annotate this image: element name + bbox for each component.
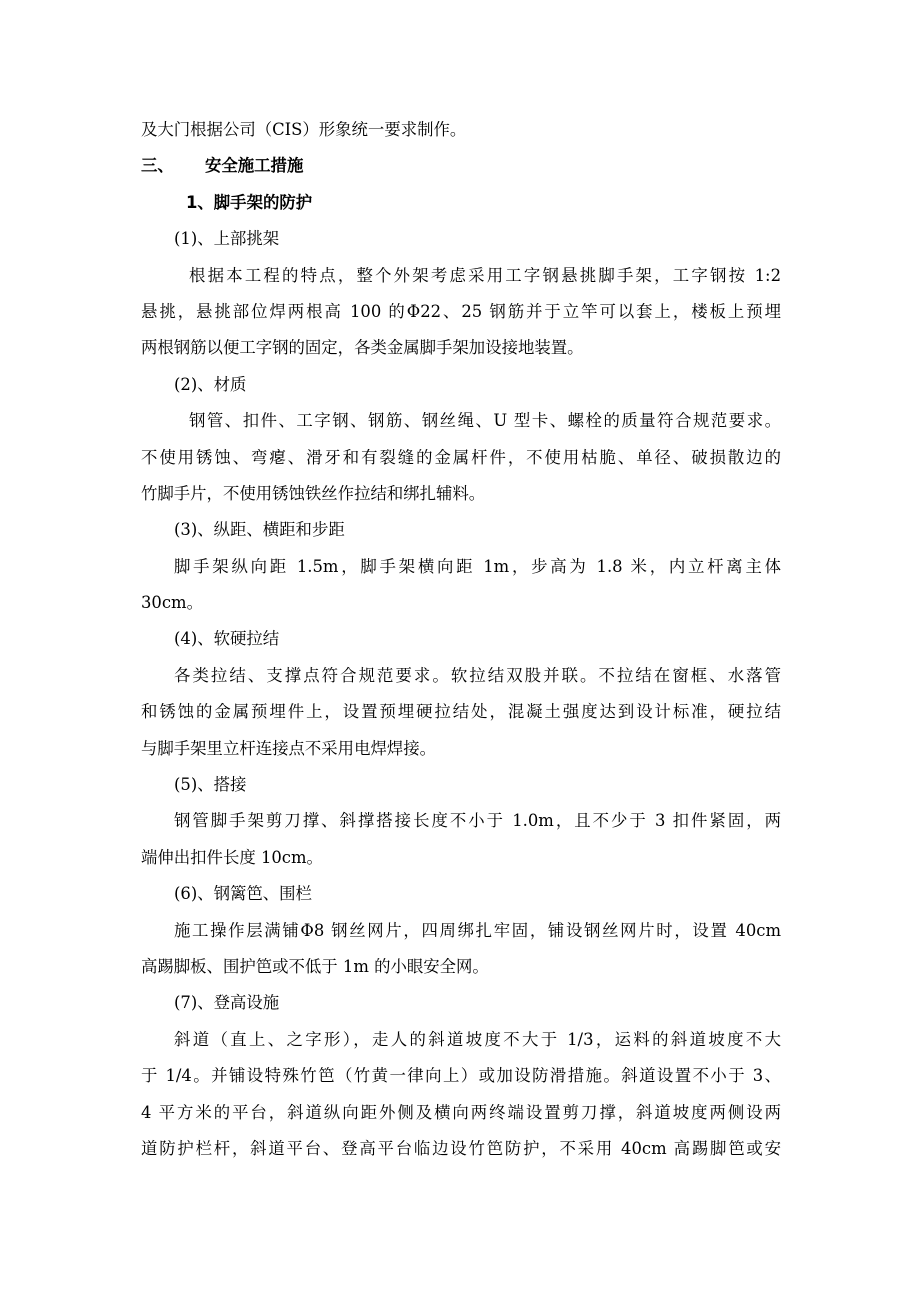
- item-ties: [141, 621, 781, 767]
- paragraph-line: 不使用锈蚀、弯瘪、滑牙和有裂缝的金属杆件，不使用枯脆、单径、破损散边的: [141, 447, 781, 467]
- section-number: 三、: [141, 156, 174, 176]
- paragraph-line: 根据本工程的特点，整个外架考虑采用工字钢悬挑脚手架，工字钢按 1:2: [189, 265, 781, 285]
- intro-line: 及大门根据公司（CIS）形象统一要求制作。: [141, 120, 467, 139]
- item-heading: (1)、上部挑架: [174, 229, 280, 249]
- paragraph-line: 两根钢筋以便工字钢的固定，各类金属脚手架加设接地装置。: [141, 338, 584, 358]
- paragraph-line: 斜道（直上、之字形），走人的斜道坡度不大于 1/3，运料的斜道坡度不大: [174, 1029, 781, 1049]
- paragraph-line: 端伸出扣件长度 10cm。: [141, 847, 323, 867]
- item-upper-cantilever: [141, 221, 781, 367]
- item-heading: (7)、登高设施: [174, 993, 280, 1013]
- item-mesh-fence: [141, 876, 781, 985]
- paragraph-line: 钢管、扣件、工字钢、钢筋、钢丝绳、U 型卡、螺栓的质量符合规范要求。: [189, 411, 781, 431]
- paragraph-line: 4 平方米的平台，斜道纵向距外侧及横向两终端设置剪刀撑，斜道坡度两侧设两: [141, 1102, 781, 1122]
- paragraph-line: 钢管脚手架剪刀撑、斜撑搭接长度不小于 1.0m，且不少于 3 扣件紧固，两: [174, 811, 781, 831]
- item-heading: (6)、钢篱笆、围栏: [174, 884, 312, 904]
- paragraph-line: 与脚手架里立杆连接点不采用电焊焊接。: [141, 738, 437, 758]
- item-material: [141, 367, 781, 513]
- section-heading: [141, 148, 781, 184]
- item-heading: (4)、软硬拉结: [174, 629, 280, 649]
- item-heading: (2)、材质: [174, 374, 247, 394]
- document-page: [141, 112, 781, 1167]
- section-title: 安全施工措施: [205, 156, 304, 176]
- paragraph-line: 道防护栏杆，斜道平台、登高平台临边设竹笆防护，不采用 40cm 高踢脚笆或安: [141, 1138, 781, 1158]
- paragraph-line: 施工操作层满铺Φ8 钢丝网片，四周绑扎牢固，铺设钢丝网片时，设置 40cm: [174, 920, 781, 940]
- item-heading: (5)、搭接: [174, 775, 247, 795]
- paragraph-line: 竹脚手片，不使用锈蚀铁丝作拉结和绑扎辅料。: [141, 483, 486, 503]
- paragraph-line: 于 1/4。并铺设特殊竹笆（竹黄一律向上）或加设防滑措施。斜道设置不小于 3、: [141, 1066, 781, 1086]
- item-spacing: [141, 512, 781, 621]
- item-heading: (3)、纵距、横距和步距: [174, 520, 345, 540]
- item-access-ramps: [141, 985, 781, 1167]
- paragraph-line: 脚手架纵向距 1.5m，脚手架横向距 1m，步高为 1.8 米，内立杆离主体: [174, 556, 781, 576]
- paragraph-line: 各类拉结、支撑点符合规范要求。软拉结双股并联。不拉结在窗框、水落管: [174, 665, 781, 685]
- item-lap-joint: [141, 767, 781, 876]
- paragraph-line: 悬挑，悬挑部位焊两根高 100 的Φ22、25 钢筋并于立竿可以套上，楼板上预埋: [141, 301, 781, 321]
- subsection-title: 1、脚手架的防护: [186, 192, 313, 212]
- paragraph-line: 和锈蚀的金属预埋件上，设置预埋硬拉结处，混凝土强度达到设计标准，硬拉结: [141, 702, 781, 722]
- paragraph-line: 高踢脚板、围护笆或不低于 1m 的小眼安全网。: [141, 956, 489, 976]
- paragraph-line: 30cm。: [141, 593, 203, 613]
